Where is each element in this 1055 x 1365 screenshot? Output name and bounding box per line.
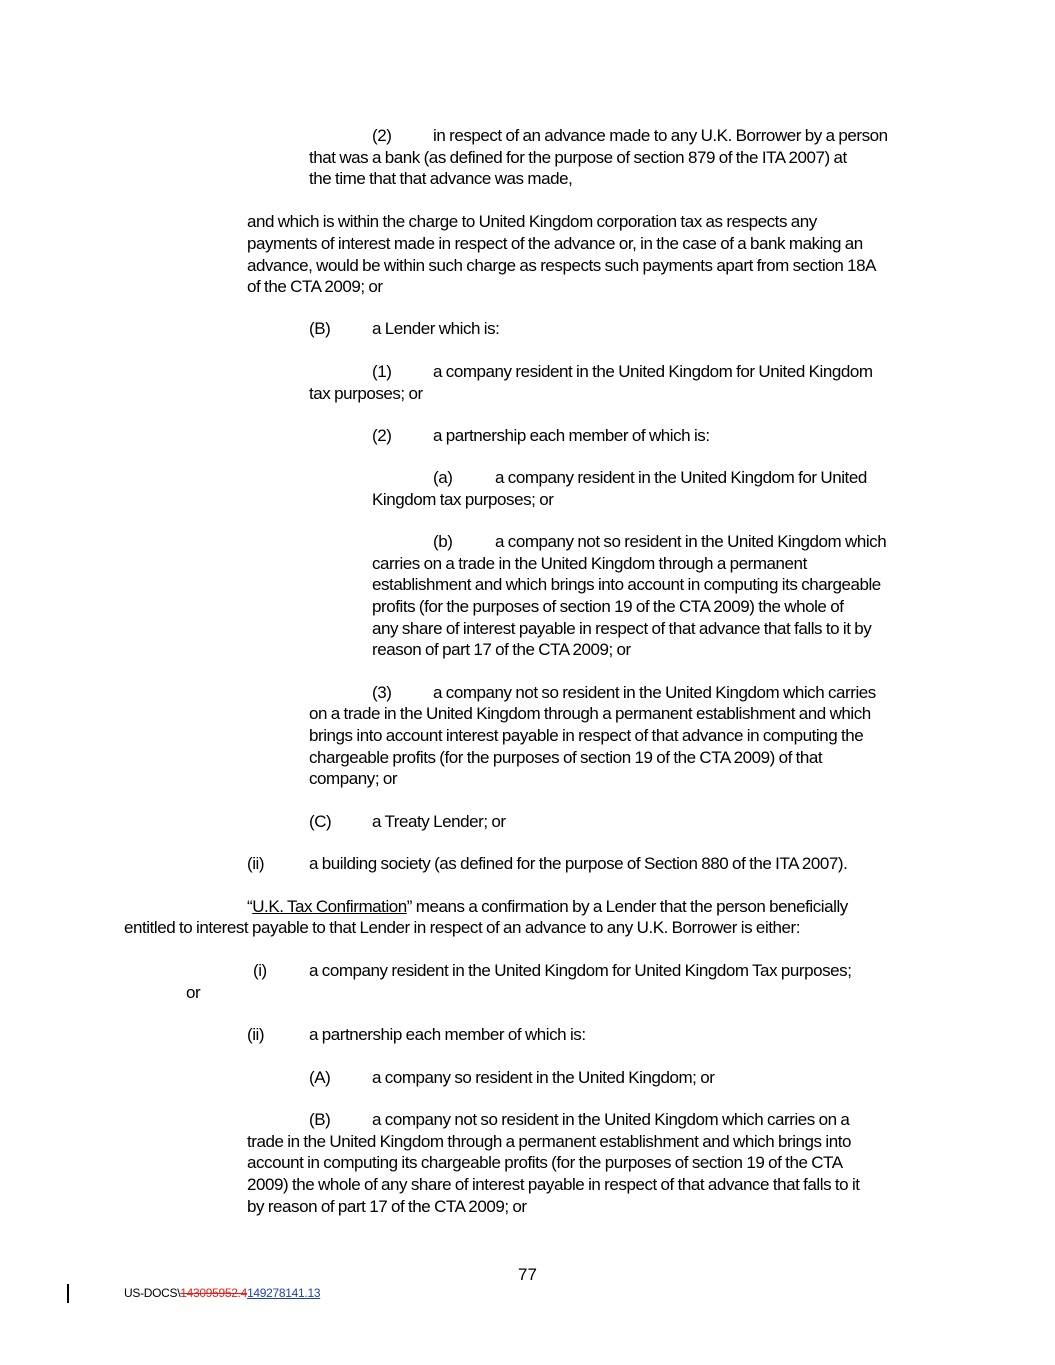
clause-text: the time that that advance was made, [309,169,573,188]
clause-text: tax purposes; or [309,384,423,403]
clause-text: a company not so resident in the United Kingdom which [495,532,887,551]
deleted-doc-id: 143095952.4 [180,1286,248,1300]
clause-num: (ii) [247,1025,265,1044]
clause-text: and which is within the charge to United Kingdom corporation tax as respects any [247,212,817,231]
clause-text: on a trade in the United Kingdom through a permanent establishment and which [309,704,871,723]
clause-text: a Lender which is: [372,319,500,338]
clause-text: chargeable profits (for the purposes of section 19 of the CTA 2009) of that [309,748,823,767]
clause-num: (a) [433,468,453,487]
clause-text: a Treaty Lender; or [372,812,506,831]
clause-text: by reason of part 17 of the CTA 2009; or [247,1197,527,1216]
clause-text: a company resident in the United Kingdom for United Kingdom [433,362,873,381]
clause-num: (B) [309,319,331,338]
clause-num: (1) [372,362,392,381]
clause-text: trade in the United Kingdom through a permanent establishment and which brings into [247,1132,851,1151]
clause-text: company; or [309,769,398,788]
revision-change-bar [67,1284,69,1303]
clause-text: in respect of an advance made to any U.K. Borrower by a person [433,126,888,145]
clause-text: brings into account interest payable in respect of that advance in computing the [309,726,864,745]
definition-text: entitled to interest payable to that Lender in respect of an advance to any U.K. Borrower is either: [124,918,801,937]
clause-num: (3) [372,683,392,702]
clause-text: profits (for the purposes of section 19 of the CTA 2009) the whole of [372,597,844,616]
clause-text: that was a bank (as defined for the purpose of section 879 of the ITA 2007) at [309,148,847,167]
clause-text: carries on a trade in the United Kingdom through a permanent [372,554,807,573]
clause-text: 2009) the whole of any share of interest payable in respect of that advance that falls to it [247,1175,860,1194]
clause-text: or [186,983,201,1002]
clause-text: any share of interest payable in respect of that advance that falls to it by [372,619,872,638]
clause-num: (ii) [247,854,265,873]
clause-text: of the CTA 2009; or [247,277,383,296]
clause-num: (b) [433,532,453,551]
clause-text: a company resident in the United Kingdom for United [495,468,867,487]
definition-text: ” means a confirmation by a Lender that the person beneficially [406,897,848,916]
clause-num: (C) [309,812,332,831]
clause-text: a company so resident in the United Kingdom; or [372,1068,715,1087]
clause-text: account in computing its chargeable profits (for the purposes of section 19 of the CTA [247,1153,843,1172]
clause-text: a company not so resident in the United Kingdom which carries [433,683,876,702]
clause-num: (i) [253,961,267,980]
definition-line [247,896,848,918]
clause-text: a partnership each member of which is: [433,426,710,445]
clause-text: advance, would be within such charge as respects such payments apart from section 18A [247,256,876,275]
clause-num: (2) [372,126,392,145]
clause-num: (B) [309,1110,331,1129]
clause-text: reason of part 17 of the CTA 2009; or [372,640,631,659]
clause-text: a partnership each member of which is: [309,1025,586,1044]
clause-text: establishment and which brings into account in computing its chargeable [372,575,881,594]
page-number: 77 [518,1265,537,1284]
clause-text: a building society (as defined for the purpose of Section 880 of the ITA 2007). [309,854,848,873]
inserted-doc-id: 149278141.13 [247,1286,321,1300]
open-quote: “ [247,897,253,916]
clause-text: payments of interest made in respect of the advance or, in the case of a bank making an [247,234,863,253]
clause-num: (A) [309,1068,331,1087]
document-id-footer [124,1286,320,1300]
clause-text: a company resident in the United Kingdom for United Kingdom Tax purposes; [309,961,852,980]
clause-num: (2) [372,426,392,445]
clause-text: Kingdom tax purposes; or [372,490,554,509]
doc-prefix: US-DOCS\ [124,1286,181,1300]
clause-text: a company not so resident in the United Kingdom which carries on a [372,1110,850,1129]
defined-term: U.K. Tax Confirmation [252,897,407,916]
